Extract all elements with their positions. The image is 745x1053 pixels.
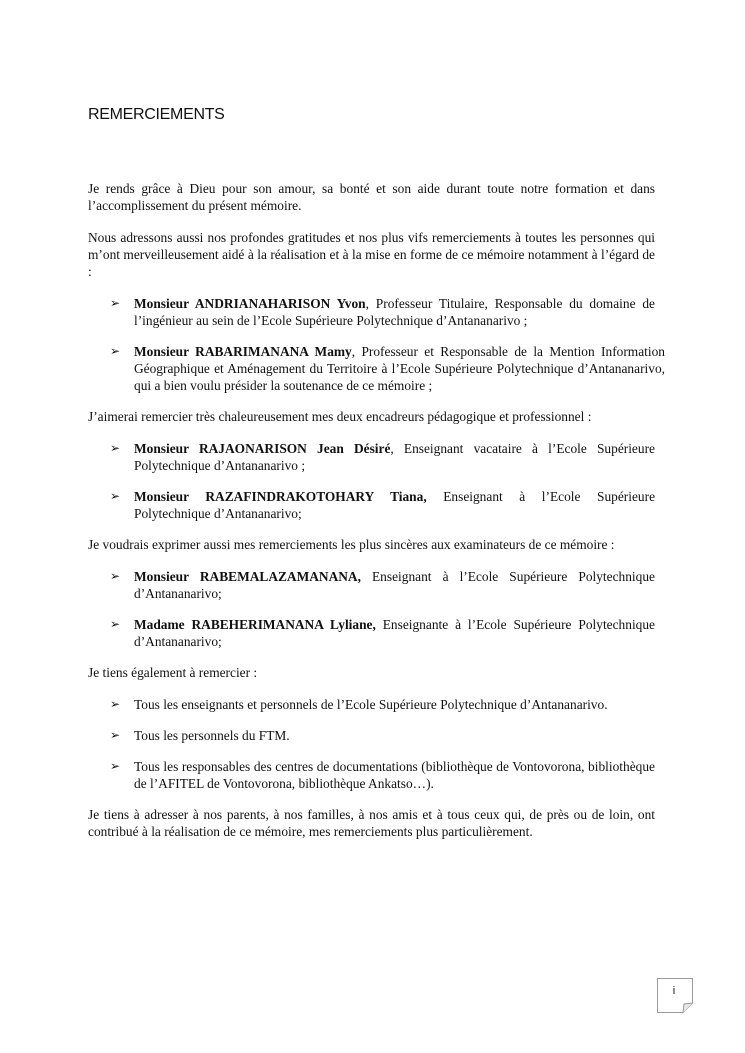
person-description: , Professeur Titulaire, Responsable du domaine de l’ingénieur au sein de l’Ecole Supérieure Polytechnique d’Antananarivo ; [134,296,655,328]
person-name: Monsieur RABARIMANANA Mamy [134,344,352,359]
paragraph-examiners: Je voudrais exprimer aussi mes remerciements les plus sincères aux examinateurs de ce mémoire : [88,537,615,552]
list-item [88,343,665,394]
page-number: i [672,985,676,997]
list-item [88,696,655,713]
arrow-bullet-icon: ➢ [110,344,121,358]
paragraph-supervisors: J’aimerai remercier très chaleureusement mes deux encadreurs pédagogique et professionnel : [88,409,592,424]
paragraph-intro: Je rends grâce à Dieu pour son amour, sa bonté et son aide durant toute notre formation et dans l’accomplissement du présent mémoire. [88,181,655,213]
list-officials [88,295,665,394]
person-description: Enseignant à l’Ecole Supérieure Polytechnique d’Antananarivo; [134,569,655,601]
person-description: Enseignant à l’Ecole Supérieure Polytechnique d’Antananarivo; [134,489,656,521]
arrow-bullet-icon: ➢ [110,728,121,742]
list-item-text: Tous les personnels du FTM. [134,728,290,743]
list-item [88,727,655,744]
arrow-bullet-icon: ➢ [110,569,121,583]
list-item [88,295,655,329]
person-description: Enseignante à l’Ecole Supérieure Polytechnique d’Antananarivo; [134,617,655,649]
person-name: Monsieur RABEMALAZAMANANA, [134,569,361,584]
person-name: Monsieur ANDRIANAHARISON Yvon [134,296,366,311]
list-item [88,616,655,650]
list-item [88,568,655,602]
paragraph-gratitude: Nous adressons aussi nos profondes gratitudes et nos plus vifs remerciements à toutes les personnes qui m’ont merveilleusement aidé à la réalisation et à la mise en forme de ce mémoire notamment à l’égard de : [88,230,655,279]
person-description: , Professeur et Responsable de la Mention Information Géographique et Aménagement du Territoire à l’Ecole Supérieure Polytechnique d’Antananarivo, qui a bien voulu présider la soutenance de ce mémoire ; [134,344,665,393]
page-number-box [657,978,693,1012]
arrow-bullet-icon: ➢ [110,617,121,631]
list-item-text: Tous les enseignants et personnels de l’Ecole Supérieure Polytechnique d’Antananarivo. [134,697,608,712]
person-name: Monsieur RAJAONARISON Jean Désiré [134,441,391,456]
arrow-bullet-icon: ➢ [110,489,121,503]
arrow-bullet-icon: ➢ [110,296,121,310]
person-name: Monsieur RAZAFINDRAKOTOHARY Tiana, [134,489,427,504]
list-item [88,758,655,792]
person-description: , Enseignant vacataire à l’Ecole Supérieure Polytechnique d’Antananarivo ; [134,441,655,473]
arrow-bullet-icon: ➢ [110,759,121,773]
paragraph-family: Je tiens à adresser à nos parents, à nos familles, à nos amis et à tous ceux qui, de près ou de loin, ont contribué à la réalisation de ce mémoire, mes remerciements plus particulièrement. [88,807,655,839]
list-item [88,440,655,474]
list-item [88,488,655,522]
person-name: Madame RABEHERIMANANA Lyliane, [134,617,376,632]
arrow-bullet-icon: ➢ [110,441,121,455]
list-others [88,696,655,792]
list-supervisors [88,440,655,522]
document-body [88,180,665,855]
list-item-text: Tous les responsables des centres de documentations (bibliothèque de Vontovorona, bibliothèque de l’AFITEL de Vontovorona, bibliothèque Ankatso…). [134,759,655,791]
paragraph-also-thanks: Je tiens également à remercier : [88,665,258,680]
list-examiners [88,568,655,650]
page-title: REMERCIEMENTS [88,106,225,123]
arrow-bullet-icon: ➢ [110,697,121,711]
